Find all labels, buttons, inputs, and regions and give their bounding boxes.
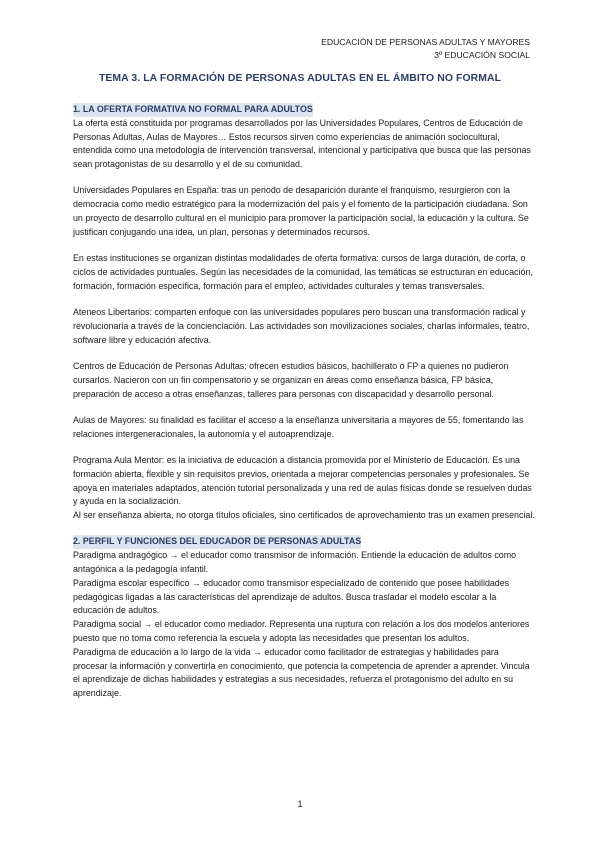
paragraph-ateneos: Ateneos Libertarios: comparten enfoque con las universidades populares pero buscan una transformación radical y revolucionaria a través de la concienciación. Las actividades son movilizaciones sociales, charlas informales, teatro, software libre y educación afectiva. bbox=[73, 307, 530, 345]
section-heading-2: 2. PERFIL Y FUNCIONES DEL EDUCADOR DE PERSONAS ADULTAS bbox=[73, 535, 361, 549]
paragraph-paradigma-vida: Paradigma de educación a lo largo de la vida → educador como facilitador de estrategias y habilidades para procesar la información y convertirla en conocimiento, que potencia la competencia de aprender a aprender. Vincula el aprendizaje de dichas habilidades y estrategias a sus necesidades, refuerza el protagonismo del adulto en su aprendizaje. bbox=[73, 646, 530, 699]
paragraph-oferta: La oferta está constituida por programas desarrollados por las Universidades Populares, Centros de Educación de Personas Adultas, Aulas de Mayores… Estos recursos sirven como experiencias de animación sociocultural, entendida como una metodología de intervención transversal, intencional y participativa que busca que las personas sean protagonistas de su desarrollo y el de su comunidad. bbox=[73, 117, 531, 170]
paragraph-ensenanza-abierta: Al ser enseñanza abierta, no otorga títulos oficiales, sino certificados de aprovechamiento tras un examen presencial. bbox=[73, 510, 535, 521]
header-grade: 3º EDUCACIÓN SOCIAL bbox=[434, 50, 530, 60]
paragraph-paradigma-social: Paradigma social → el educador como mediador. Representa una ruptura con relación a los dos modelos anteriores puesto que no toma como referencia la escuela y adopta las necesidades que presentan los adultos. bbox=[73, 619, 530, 643]
paragraph-universidades-populares: Universidades Populares en España: tras un periodo de desaparición durante el franquismo, resurgieron con la democracia como medio estratégico para la modernización del país y el fomento de la participación ciudadana. Son un proyecto de desarrollo cultural en el municipio para promover la participación social, la educación y la cultura. Se justifican conjugando una idea, un plan, personas y determinados recursos. bbox=[73, 185, 529, 237]
paragraph-paradigma-andragogico: Paradigma andragógico → el educador como transmisor de información. Entiende la educación de adultos como antagónica a la pedagogía infantil. bbox=[73, 550, 517, 575]
header-course: EDUCACIÓN DE PERSONAS ADULTAS Y MAYORES bbox=[321, 37, 530, 47]
paragraph-centros-epa: Centros de Educación de Personas Adultas: ofrecen estudios básicos, bachillerato o FP a quienes no pudieron cursarlos. Nacieron con un fin compensatorio y se organizan en áreas como enseñanza básica, FP básica, preparación de acceso a otras enseñanzas, talleres para personas con discapacidad y desarrollo personal. bbox=[73, 360, 509, 399]
paragraph-modalidades: En estas instituciones se organizan distintas modalidades de oferta formativa: cursos de larga duración, de corta, o ciclos de actividades puntuales. Según las necesidades de la comunidad, las temáticas se estructuran en educación, formación, formación específica, formación para el empleo, actividades culturales y temas transversales. bbox=[73, 253, 533, 291]
page-number: 1 bbox=[297, 799, 303, 809]
document-body bbox=[73, 103, 535, 701]
document-header bbox=[321, 36, 530, 62]
paragraph-aula-mentor: Programa Aula Mentor: es la iniciativa de educación a distancia promovida por el Ministerio de Educación. Es una formación abierta, flexible y sin requisitos previos, orientada a mejorar competencias personales y profesionales. Se apoya en materiales adaptados, atención tutorial personalizada y una red de aulas físicas donde se resuelven dudas y ayuda en la socialización. bbox=[73, 454, 532, 507]
paragraph-paradigma-escolar: Paradigma escolar específico → educador como transmisor especializado de contenido que posee habilidades pedagógicas ligadas a las características del aprendizaje de adultos. Busca trasladar el modelo escolar a la educación de adultos. bbox=[73, 577, 510, 616]
section-heading-1: 1. LA OFERTA FORMATIVA NO FORMAL PARA ADULTOS bbox=[73, 103, 313, 117]
paragraph-aulas-mayores: Aulas de Mayores: su finalidad es facilitar el acceso a la enseñanza universitaria a mayores de 55, fomentando las relaciones intergeneracionales, la autonomía y el autoaprendizaje. bbox=[73, 414, 524, 439]
document-title: TEMA 3. LA FORMACIÓN DE PERSONAS ADULTAS EN EL ÁMBITO NO FORMAL bbox=[98, 73, 502, 84]
